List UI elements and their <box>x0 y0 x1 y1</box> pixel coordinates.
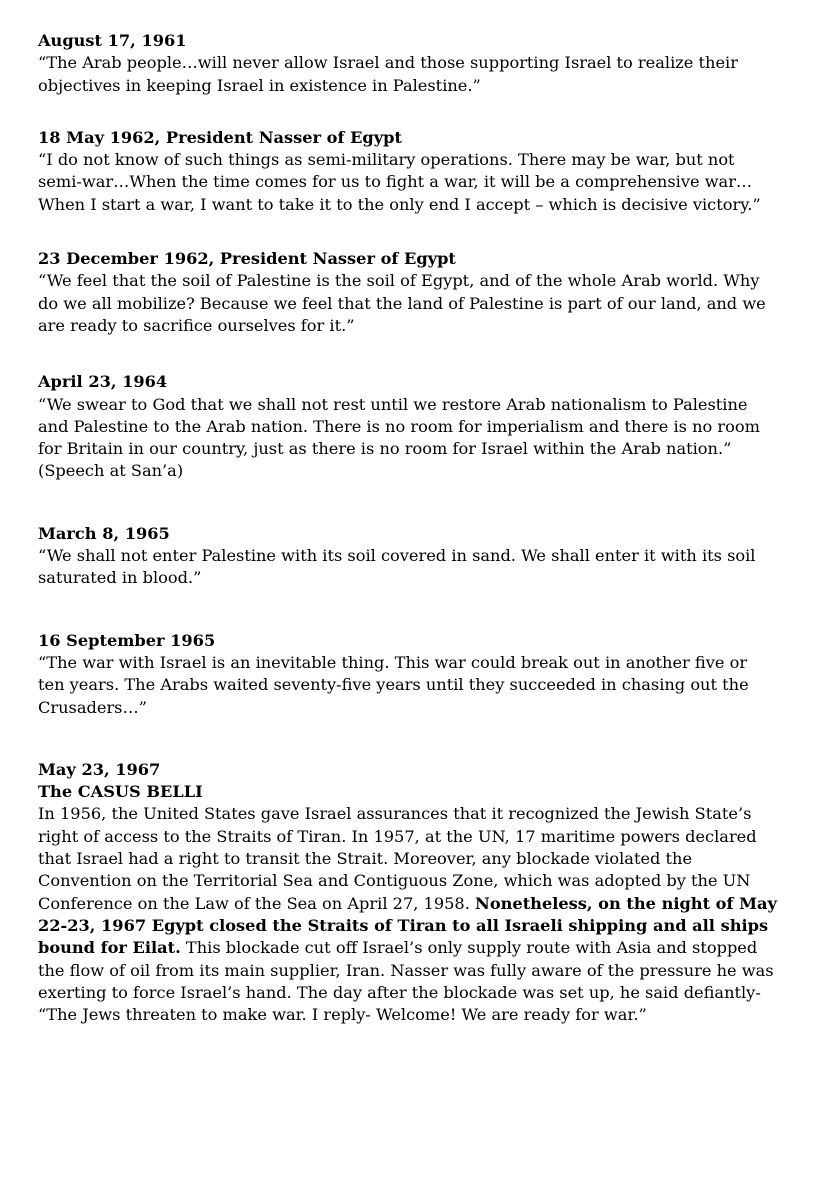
entry-quote: “The Arab people…will never allow Israel and those supporting Israel to realize their objectives in keeping Israel in existence in Palestine.” <box>38 53 738 95</box>
quote-entry-1965-09-16 <box>38 630 778 719</box>
quote-entry-1962-05-18 <box>38 127 778 216</box>
body-text-intro: In 1956, the United States gave Israel assurances that it recognized the Jewish State’s right of access to the Straits of Tiran. In 1957, at the UN, 17 maritime powers declared that Israel had a right to transit the Strait. Moreover, any blockade violated the Convention on the Territorial Sea and Contiguous Zone, which was adopted by the UN Conference on the Law of the Sea on April 27, 1958. <box>38 804 757 913</box>
entry-heading: 16 September 1965 <box>38 630 216 650</box>
casus-belli-entry <box>38 759 778 1027</box>
entry-heading: March 8, 1965 <box>38 523 170 543</box>
entry-heading: April 23, 1964 <box>38 372 168 392</box>
quote-entry-1965-03-08 <box>38 523 778 590</box>
entry-quote: “We feel that the soil of Palestine is the soil of Egypt, and of the whole Arab world. Why do we all mobilize? Because we feel that the land of Palestine is part of our land, and we are ready to sacrifice ourselves for it.” <box>38 271 766 335</box>
entry-body <box>38 803 778 1026</box>
entry-quote: “We shall not enter Palestine with its soil covered in sand. We shall enter it with its soil saturated in blood.” <box>38 546 756 588</box>
entry-heading: 23 December 1962, President Nasser of Egypt <box>38 249 456 269</box>
body-text-conclusion: This blockade cut off Israel’s only supply route with Asia and stopped the flow of oil from its main supplier, Iran. Nasser was fully aware of the pressure he was exerting to force Israel’s hand. The day after the blockade was set up, he said defiantly- “The Jews threaten to make war. I reply- Welcome! We are ready for war.” <box>38 938 774 1025</box>
entry-subheading: The CASUS BELLI <box>38 782 203 802</box>
document-page <box>38 30 778 1026</box>
entry-heading: May 23, 1967 <box>38 759 161 779</box>
entry-heading: August 17, 1961 <box>38 31 187 50</box>
entry-quote: “The war with Israel is an inevitable thing. This war could break out in another five or ten years. The Arabs waited seventy-five years until they succeeded in chasing out the Crusaders…” <box>38 652 749 717</box>
entry-quote: “I do not know of such things as semi-military operations. There may be war, but not semi-war…When the time comes for us to fight a war, it will be a comprehensive war…When I start a war, I want to take it to the only end I accept – which is decisive victory.” <box>38 150 761 214</box>
quote-entry-1964-04-23 <box>38 371 778 482</box>
entry-quote: “We swear to God that we shall not rest until we restore Arab nationalism to Palestine and Palestine to the Arab nation. There is no room for imperialism and there is no room for Britain in our country, just as there is no room for Israel within the Arab nation.” (Speech at San’a) <box>38 394 760 481</box>
quote-entry-1962-12-23 <box>38 248 778 337</box>
body-text-emphasis: Nonetheless, on the night of May 22-23, 1967 Egypt closed the Straits of Tiran to all Israeli shipping and all ships bound for Eilat. <box>38 893 777 958</box>
quote-entry-1961-08-17 <box>38 30 778 97</box>
entry-heading: 18 May 1962, President Nasser of Egypt <box>38 127 402 147</box>
